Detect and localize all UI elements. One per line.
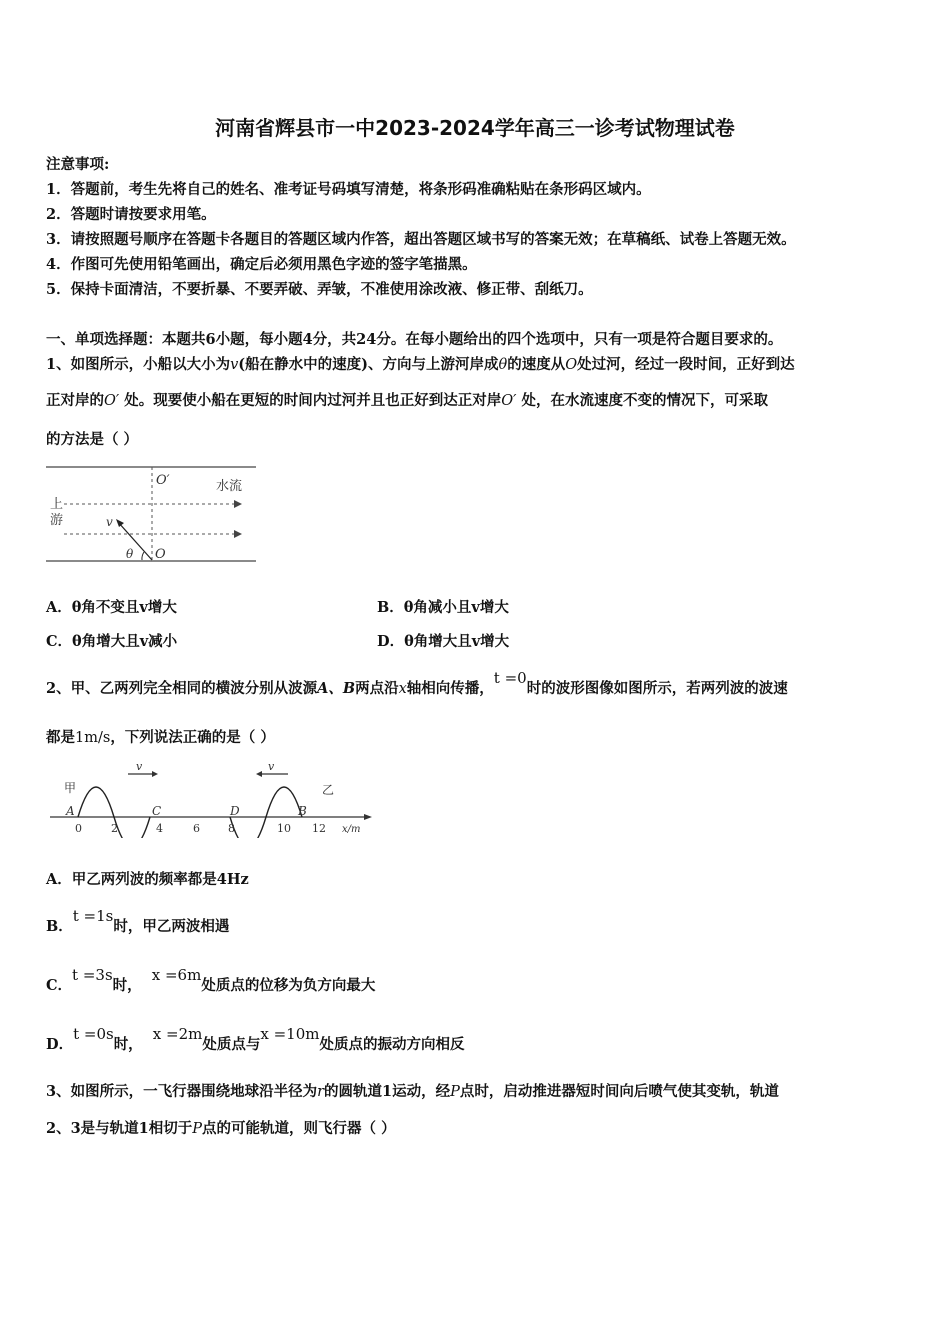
- wave-yi: [230, 787, 302, 838]
- q2-option-b: B．t =1s时，甲乙两波相遇: [46, 907, 230, 935]
- section-heading: 一、单项选择题：本题共6小题，每小题4分，共24分。在每小题给出的四个选项中，只有一项是符合题目要求的。: [46, 331, 783, 348]
- q1-option-d: D．θ角增大且v增大: [377, 633, 510, 650]
- tick-0: 0: [75, 822, 82, 835]
- tick-2: 2: [111, 822, 118, 835]
- axis-label: x/m: [342, 824, 361, 835]
- q2-line2: 都是1m/s，下列说法正确的是（ ）: [46, 729, 275, 746]
- point-C: C: [152, 804, 162, 818]
- label-theta: θ: [126, 547, 134, 561]
- notice-heading: 注意事项:: [46, 156, 110, 173]
- q3-line2: 2、3是与轨道1相切于P点的可能轨道，则飞行器（ ）: [46, 1120, 396, 1137]
- label-up: 上: [50, 497, 64, 512]
- velocity-arrow: [118, 522, 152, 560]
- q1-option-b: B．θ角减小且v增大: [377, 599, 509, 616]
- notice-item: 2．答题时请按要求用笔。: [46, 206, 216, 223]
- q2-option-c: C．t =3s时， x =6m处质点的位移为负方向最大: [46, 966, 376, 994]
- label-yi: 乙: [322, 783, 335, 797]
- tick-10: 10: [277, 822, 291, 835]
- notice-item: 3．请按照题号顺序在答题卡各题目的答题区域内作答，超出答题区域书写的答案无效；在草稿纸、试卷上答题无效。: [46, 231, 796, 248]
- notice-item: 4．作图可先使用铅笔画出，确定后必须用黑色字迹的签字笔描黑。: [46, 256, 477, 273]
- q2-line1: 2、甲、乙两列完全相同的横波分别从波源A、B两点沿x轴相向传播，t =0时的波形图像如图所示，若两列波的波速: [46, 669, 788, 697]
- river-figure: [44, 462, 264, 570]
- q1-line3: 的方法是（ ）: [46, 431, 139, 448]
- tick-12: 12: [312, 822, 326, 835]
- q1-option-a: A．θ角不变且v增大: [46, 599, 177, 616]
- point-B: B: [298, 804, 307, 818]
- label-v: v: [106, 515, 113, 529]
- q1-line2: 正对岸的O′ 处。现要使小船在更短的时间内过河并且也正好到达正对岸O′ 处，在水流速度不变的情况下，可采取: [46, 392, 768, 409]
- label-water: 水流: [216, 479, 243, 494]
- q2-option-a: A．甲乙两列波的频率都是4Hz: [46, 871, 249, 888]
- q1-option-c: C．θ角增大且v减小: [46, 633, 178, 650]
- label-jia: 甲: [64, 781, 77, 795]
- tick-6: 6: [193, 822, 200, 835]
- label-O: O: [155, 547, 166, 562]
- notice-item: 5．保持卡面清洁，不要折暴、不要弄破、弄皱，不准使用涂改液、修正带、刮纸刀。: [46, 281, 593, 298]
- notice-item: 1．答题前，考生先将自己的姓名、准考证号码填写清楚，将条形码准确粘贴在条形码区域内。: [46, 181, 651, 198]
- q3-line1: 3、如图所示，一飞行器围绕地球沿半径为r的圆轨道1运动，经P点时，启动推进器短时间向后喷气使其变轨，轨道: [46, 1083, 779, 1100]
- tick-8: 8: [228, 822, 235, 835]
- tick-4: 4: [156, 822, 163, 835]
- label-O-prime: O′: [156, 473, 170, 488]
- wave-figure: [44, 758, 374, 838]
- page-title: 河南省辉县市一中2023-2024学年高三一诊考试物理试卷: [215, 116, 735, 140]
- label-v-left: v: [136, 760, 143, 773]
- q2-option-d: D．t =0s时， x =2m处质点与x =10m处质点的振动方向相反: [46, 1025, 465, 1053]
- point-D: D: [230, 804, 240, 818]
- label-v-right: v: [268, 760, 275, 773]
- q1-line1: 1、如图所示，小船以大小为v(船在静水中的速度)、方向与上游河岸成θ的速度从O处过河，经过一段时间，正好到达: [46, 356, 795, 373]
- label-up: 游: [50, 513, 64, 528]
- point-A: A: [66, 804, 75, 818]
